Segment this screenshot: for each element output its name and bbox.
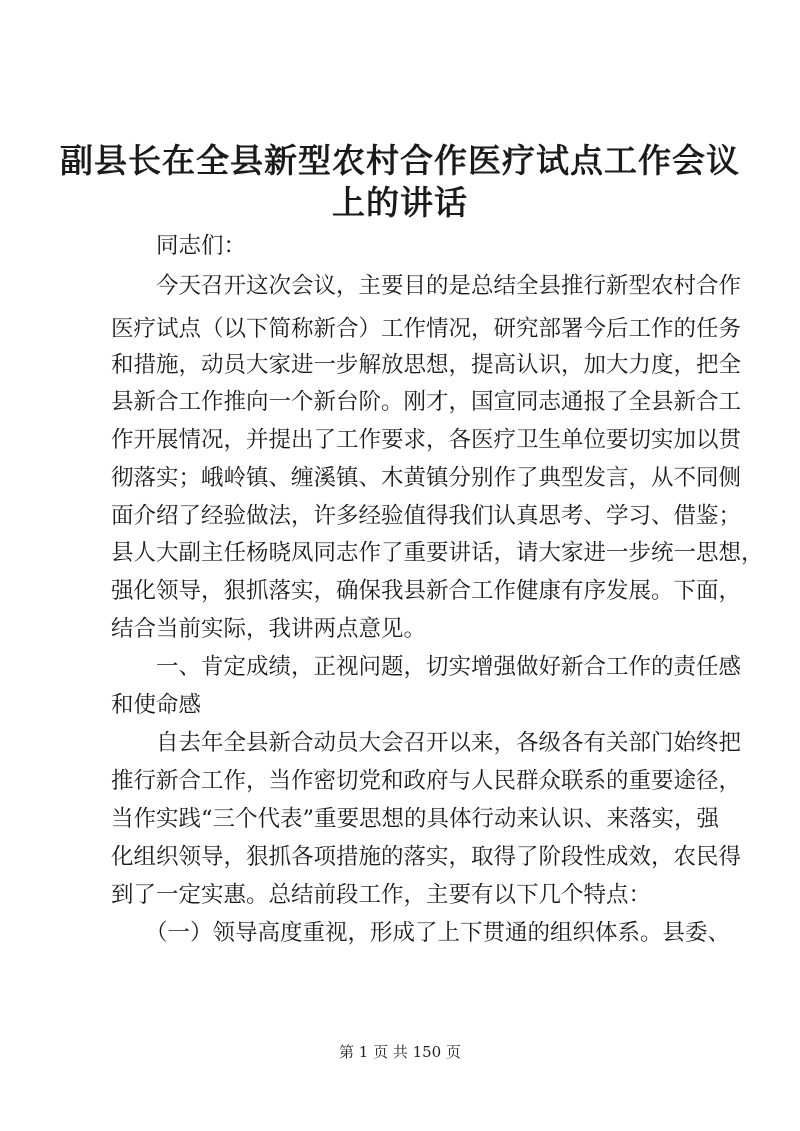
document-title-line-2: 上的讲话 [332, 183, 468, 222]
paragraph-line: 作开展情况，并提出了工作要求，各医疗卫生单位要切实加以贯 [111, 427, 742, 453]
paragraph-line: 化组织领导，狠抓各项措施的落实，取得了阶段性成效，农民得 [111, 844, 742, 870]
paragraph-line: 彻落实；峨岭镇、缠溪镇、木黄镇分别作了典型发言，从不同侧 [111, 465, 742, 491]
paragraph-line: 县新合工作推向一个新台阶。刚才，国宣同志通报了全县新合工 [111, 389, 742, 415]
subsection-heading-line: （一）领导高度重视，形成了上下贯通的组织体系。县委、 [145, 920, 731, 946]
salutation: 同志们： [156, 233, 247, 259]
paragraph-line: 自去年全县新合动员大会召开以来，各级各有关部门始终把 [156, 730, 742, 756]
paragraph-line: 县人大副主任杨晓凤同志作了重要讲话，请大家进一步统一思想， [111, 540, 764, 566]
section-heading-line: 一、肯定成绩，正视问题，切实增强做好新合工作的责任感 [156, 654, 742, 680]
paragraph-line: 和措施，动员大家进一步解放思想，提高认识，加大力度，把全 [111, 352, 742, 378]
paragraph-line: 到了一定实惠。总结前段工作，主要有以下几个特点： [111, 882, 652, 908]
page-number-footer: 第 1 页 共 150 页 [338, 1043, 461, 1061]
paragraph-line: 面介绍了经验做法，许多经验值得我们认真思考、学习、借鉴； [111, 503, 742, 529]
paragraph-line: 今天召开这次会议，主要目的是总结全县推行新型农村合作 [156, 273, 742, 299]
section-heading-line: 和使命感 [111, 692, 202, 718]
document-title-line-1: 副县长在全县新型农村合作医疗试点工作会议 [60, 141, 740, 180]
paragraph-line: 推行新合工作，当作密切党和政府与人民群众联系的重要途径， [111, 768, 742, 794]
paragraph-line: 强化领导，狠抓落实，确保我县新合工作健康有序发展。下面， [111, 578, 742, 604]
paragraph-line: 结合当前实际，我讲两点意见。 [111, 616, 427, 642]
paragraph-line: 当作实践“三个代表”重要思想的具体行动来认识、来落实，强 [111, 806, 720, 832]
paragraph-line: 医疗试点（以下简称新合）工作情况，研究部署今后工作的任务 [111, 316, 742, 342]
